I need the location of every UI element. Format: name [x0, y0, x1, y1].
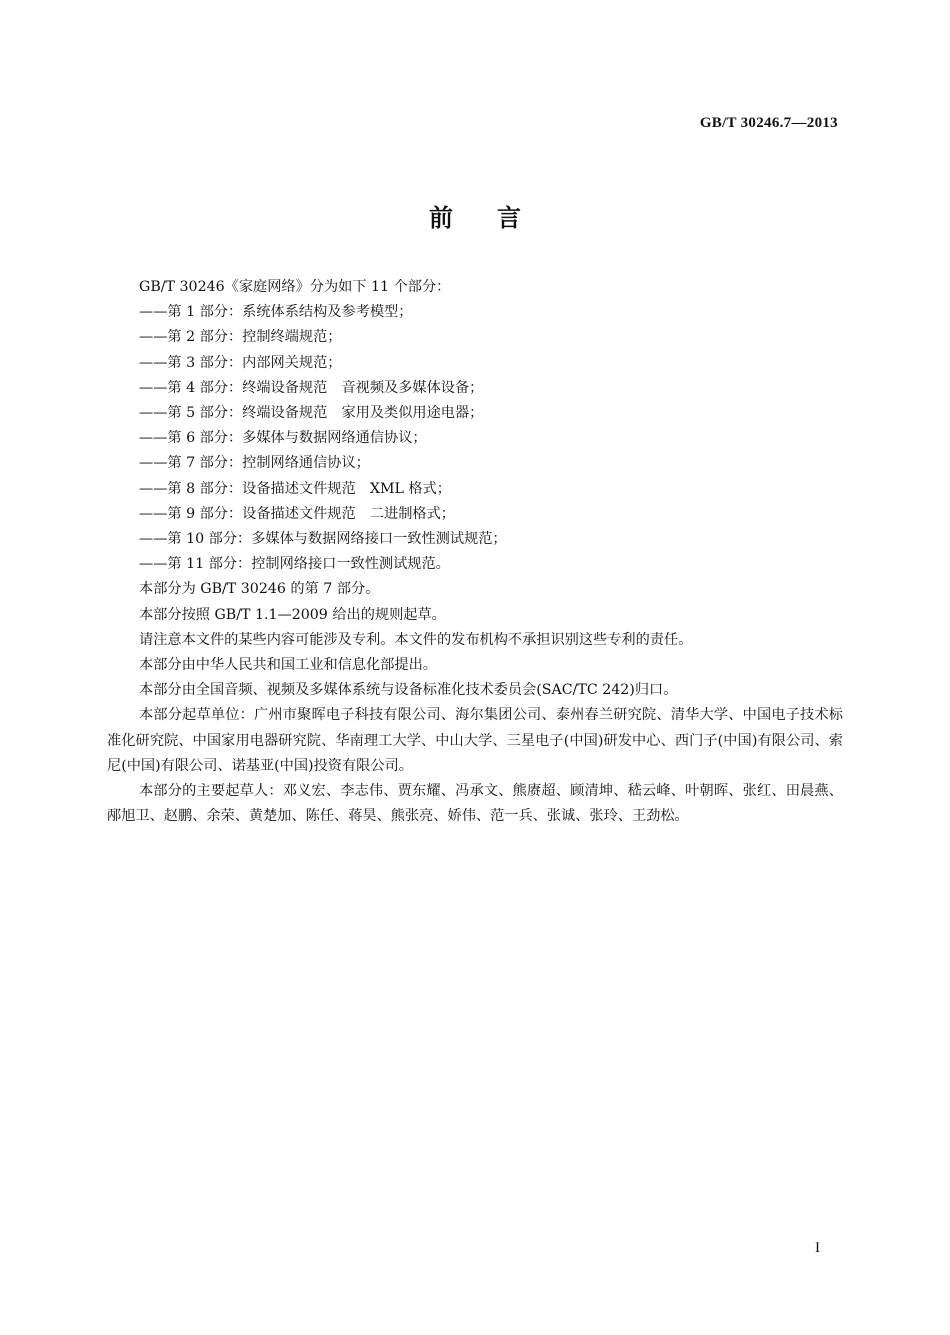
intro-paragraph: GB/T 30246《家庭网络》分为如下 11 个部分：	[139, 279, 451, 295]
list-item: ——第 1 部分：系统体系结构及参考模型；	[139, 304, 413, 321]
drafters-paragraph: 本部分的主要起草人：邓义宏、李志伟、贾东耀、冯承文、熊赓超、顾清坤、嵇云峰、叶朝晖、张红、田晨燕、邴旭卫、赵鹏、余荣、黄楚加、陈任、蒋昊、熊张亮、娇伟、范一兵、张诚、张玲、王劲松。	[107, 783, 843, 825]
administrator-paragraph: 本部分由全国音频、视频及多媒体系统与设备标准化技术委员会(SAC/TC 242)归口。	[139, 682, 678, 699]
patent-notice-paragraph: 请注意本文件的某些内容可能涉及专利。本文件的发布机构不承担识别这些专利的责任。	[139, 631, 693, 648]
drafting-units-paragraph: 本部分起草单位：广州市聚晖电子科技有限公司、海尔集团公司、泰州春兰研究院、清华大学、中国电子技术标准化研究院、中国家用电器研究院、华南理工大学、中山大学、三星电子(中国)研发中心、西门子(中国)有限公司、索尼(中国)有限公司、诺基亚(中国)投资有限公司。	[107, 707, 843, 774]
list-item: ——第 8 部分：设备描述文件规范 XML 格式；	[139, 480, 451, 497]
list-item: ——第 11 部分：控制网络接口一致性测试规范。	[139, 556, 450, 573]
part-statement-paragraph: 本部分为 GB/T 30246 的第 7 部分。	[139, 581, 380, 598]
drafting-rules-paragraph: 本部分按照 GB/T 1.1—2009 给出的规则起草。	[139, 606, 446, 623]
standard-code: GB/T 30246.7—2013	[699, 115, 838, 131]
page-title: 前言	[429, 204, 565, 232]
list-item: ——第 5 部分：终端设备规范 家用及类似用途电器；	[139, 405, 484, 422]
list-item: ——第 7 部分：控制网络通信协议；	[139, 455, 370, 472]
list-item: ——第 4 部分：终端设备规范 音视频及多媒体设备；	[139, 379, 484, 396]
list-item: ——第 3 部分：内部网关规范；	[139, 354, 342, 371]
foreword-body	[107, 275, 843, 829]
proposer-paragraph: 本部分由中华人民共和国工业和信息化部提出。	[139, 657, 437, 674]
list-item: ——第 2 部分：控制终端规范；	[139, 329, 342, 346]
parts-list	[107, 300, 843, 577]
list-item: ——第 9 部分：设备描述文件规范 二进制格式；	[139, 505, 455, 522]
list-item: ——第 10 部分：多媒体与数据网络接口一致性测试规范；	[139, 531, 507, 548]
list-item: ——第 6 部分：多媒体与数据网络通信协议；	[139, 430, 427, 447]
page-number: I	[815, 1240, 820, 1256]
